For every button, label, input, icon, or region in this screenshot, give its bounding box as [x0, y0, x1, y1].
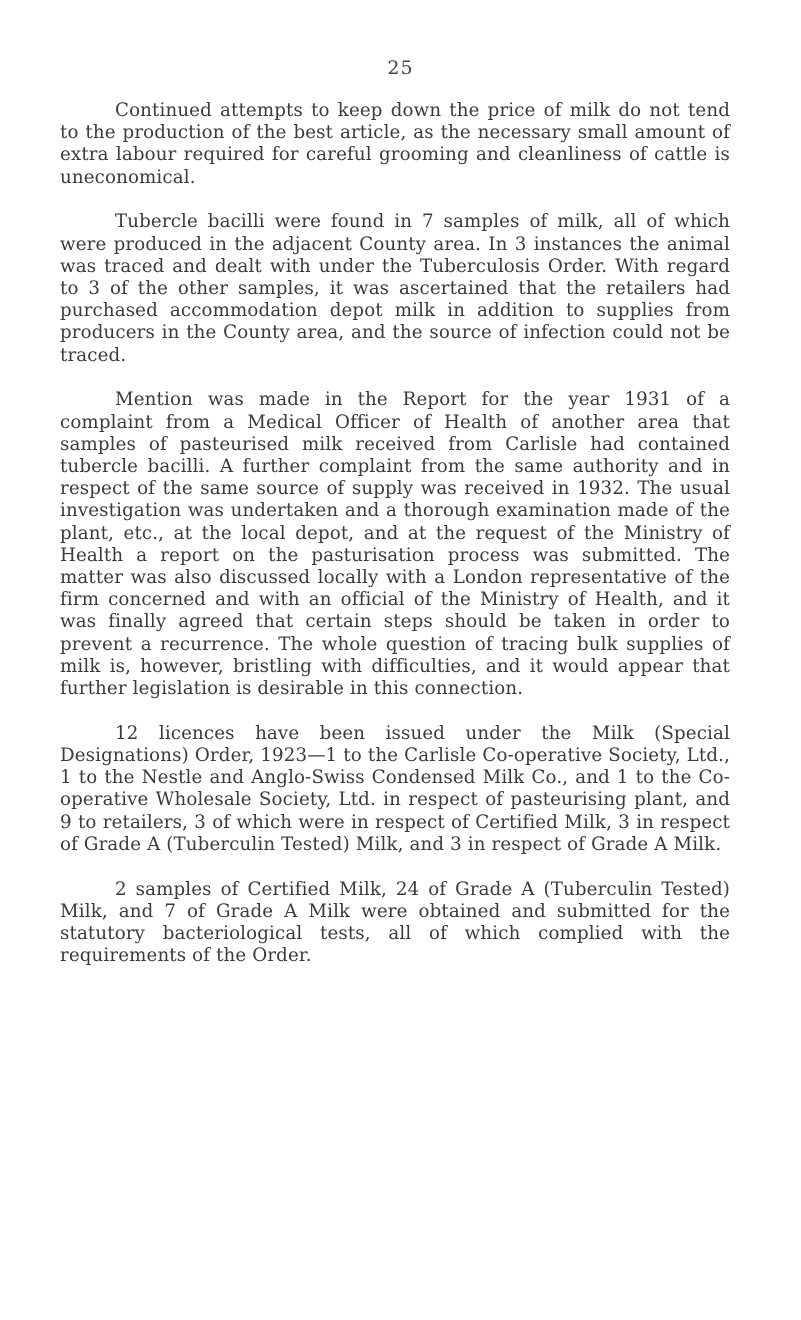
- paragraph-milk-price: Continued attempts to keep down the price of milk do not tend to the production of the best article, as the necessary small amount of extra labour required for careful grooming and cleanliness of cattle is uneconomical.: [60, 100, 730, 188]
- paragraph-licences: 12 licences have been issued under the Milk (Special Designations) Order, 1923—1 to the Carlisle Co-operative Society, Ltd., 1 to the Nestle and Anglo-Swiss Condensed Milk Co., and 1 to the Co-operative Wholesale Society, Ltd. in respect of pasteurising plant, and 9 to retailers, 3 of which were in respect of Certified Milk, 3 in respect of Grade A (Tuberculin Tested) Milk, and 3 in respect of Grade A Milk.: [60, 722, 730, 855]
- paragraph-complaint: Mention was made in the Report for the year 1931 of a complaint from a Medical Officer of Health of another area that samples of pasteurised milk received from Carlisle had contained tubercle bacilli. A further complaint from the same authority and in respect of the same source of supply was received in 1932. The usual investigation was undertaken and a thorough examination made of the plant, etc., at the local depot, and at the request of the Ministry of Health a report on the pasturisation process was submitted. The matter was also discussed locally with a London representative of the firm concerned and with an official of the Ministry of Health, and it was finally agreed that certain steps should be taken in order to prevent a recurrence. The whole question of tracing bulk supplies of milk is, however, bristling with difficulties, and it would appear that further legislation is desirable in this connection.: [60, 389, 730, 700]
- body-text: [60, 100, 730, 990]
- paragraph-samples: 2 samples of Certified Milk, 24 of Grade A (Tuberculin Tested) Milk, and 7 of Grade A Milk were obtained and submitted for the statutory bacteriological tests, all of which complied with the requirements of the Order.: [60, 878, 730, 967]
- page-number: 25: [387, 57, 414, 79]
- paragraph-tubercle-bacilli: Tubercle bacilli were found in 7 samples of milk, all of which were produced in the adjacent County area. In 3 instances the animal was traced and dealt with under the Tuberculosis Order. With regard to 3 of the other samples, it was ascertained that the retailers had purchased accommodation depot milk in addition to supplies from producers in the County area, and the source of infection could not be traced.: [60, 211, 730, 366]
